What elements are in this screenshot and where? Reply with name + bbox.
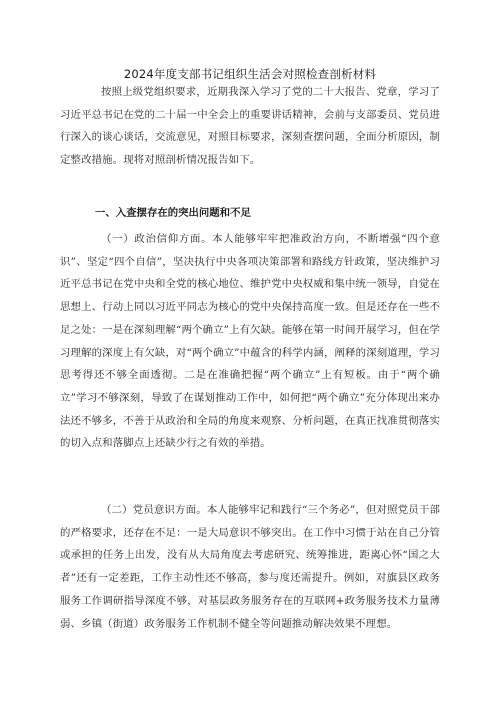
section-heading: 一、入查摆存在的突出问题和不足 xyxy=(95,207,251,219)
intro-paragraph: 按照上级党组织要求，近期我深入学习了党的二十大报告、党章，学习了习近平总书记在党的二十届一中全会上的重要讲话精神，会前与支部委员、党员进行深入的谈心谈话，交流意见，对照目标要求，深刻查摆问题，全面分析原因，制定整改措施。现将对照剖析情况报告如下。 xyxy=(60,86,440,167)
party-awareness-paragraph: （二）党员意识方面。本人能够牢记和践行“三个务必”，但对照党员干部的严格要求，还存在不足：一是大局意识不够突出。在工作中习惯于站在自己分管或承担的任务上出发，没有从大局角度去考虑研究、统筹推进，距离心怀“国之大者”还有一定差距，工作主动性还不够高，参与度还需提升。例如，对旗县区政务服务工作调研指导深度不够，对基层政务服务存在的互联网+政务服务技术力量薄弱、乡镇（街道）政务服务工作机制不健全等问题推动解决效果不理想。 xyxy=(60,504,440,630)
political-belief-paragraph: （一）政治信仰方面。本人能够牢牢把准政治方向，不断增强“四个意识”、坚定“四个自信”，坚决执行中央各项决策部署和路线方针政策，坚决维护习近平总书记在党中央和全党的核心地位、维护党中央权威和集中统一领导，自觉在思想上、行动上同以习近平同志为核心的党中央保持高度一致。但是还存在一些不足之处：一是在深刻理解“两个确立”上有欠缺。能够在第一时间开展学习，但在学习理解的深度上有欠缺，对“两个确立”中蕴含的科学内涵，阐释的深刻道理，学习思考得还不够全面透彻。二是在准确把握“两个确立”上有短板。由于“两个确立”学习不够深刻，导致了在谋划推动工作中，如何把“两个确立”充分体现出来办法还不够多，不善于从政治和全局的角度来观察、分析问题，在真正找准贯彻落实的切入点和落脚点上还缺少行之有效的举措。 xyxy=(60,233,440,450)
document-title: 2024年度支部书记组织生活会对照检查剖析材料 xyxy=(123,67,377,81)
